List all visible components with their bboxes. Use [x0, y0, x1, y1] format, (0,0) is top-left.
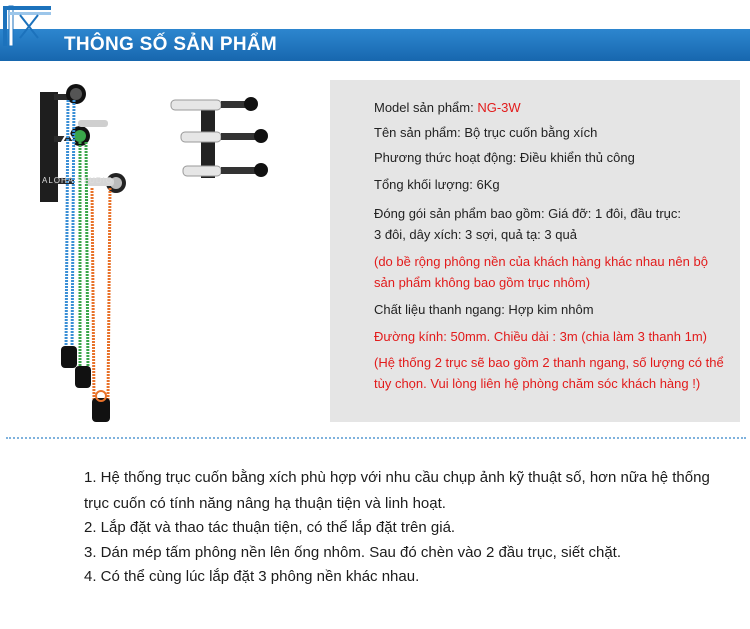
spec-model-value: NG-3W: [477, 100, 521, 115]
spec-package-line1: Đóng gói sản phẩm bao gồm: Giá đỡ: 1 đôi, đầu trục:: [374, 206, 681, 221]
spec-package-line2: 3 đôi, dây xích: 3 sợi, quả tạ: 3 quả: [374, 227, 577, 242]
photo-watermark: ALOHA STUDIO: [42, 176, 114, 185]
desc-line-2: trục cuốn có tính năng nâng hạ thuận tiện và linh hoạt.: [84, 495, 446, 512]
desc-line-1: 1. Hệ thống trục cuốn bằng xích phù hợp với nhu cầu chụp ảnh kỹ thuật số, hơn nữa hệ thống: [84, 469, 710, 486]
spec-material: Chất liệu thanh ngang: Hợp kim nhôm: [374, 302, 594, 317]
desc-line-4: 3. Dán mép tấm phông nền lên ống nhôm. Sau đó chèn vào 2 đầu trục, siết chặt.: [84, 544, 622, 561]
desc-line-5: 4. Có thể cùng lúc lắp đặt 3 phông nền khác nhau.: [84, 568, 420, 585]
spec-weight: Tổng khối lượng: 6Kg: [374, 177, 500, 192]
spec-note-line1: (do bề rộng phông nền của khách hàng khác nhau nên bộ: [374, 254, 708, 269]
dotted-divider: [6, 437, 746, 439]
desc-line-3: 2. Lắp đặt và thao tác thuận tiện, có thể lắp đặt trên giá.: [84, 519, 456, 536]
section-title: THÔNG SỐ SẢN PHẨM: [64, 34, 278, 55]
spec-system-line2: tùy chọn. Vui lòng liên hệ phòng chăm sóc khách hàng !): [374, 376, 701, 391]
product-photo-mounted: [28, 80, 138, 430]
spec-note-line2: sản phẩm không bao gồm trục nhôm): [374, 275, 591, 290]
spec-model-label: Model sản phẩm:: [374, 100, 478, 115]
spec-system-line1: (Hệ thống 2 trục sẽ bao gồm 2 thanh ngang, số lượng có thể: [374, 355, 724, 370]
spec-diameter: Đường kính: 50mm. Chiều dài : 3m (chia làm 3 thanh 1m): [374, 329, 707, 344]
roller-logo-icon: [0, 0, 60, 60]
spec-operation: Phương thức hoạt động: Điều khiển thủ công: [374, 150, 635, 165]
product-photo-parts: [165, 86, 275, 186]
spec-name: Tên sản phẩm: Bộ trục cuốn bằng xích: [374, 125, 598, 140]
spec-model: [374, 98, 521, 118]
